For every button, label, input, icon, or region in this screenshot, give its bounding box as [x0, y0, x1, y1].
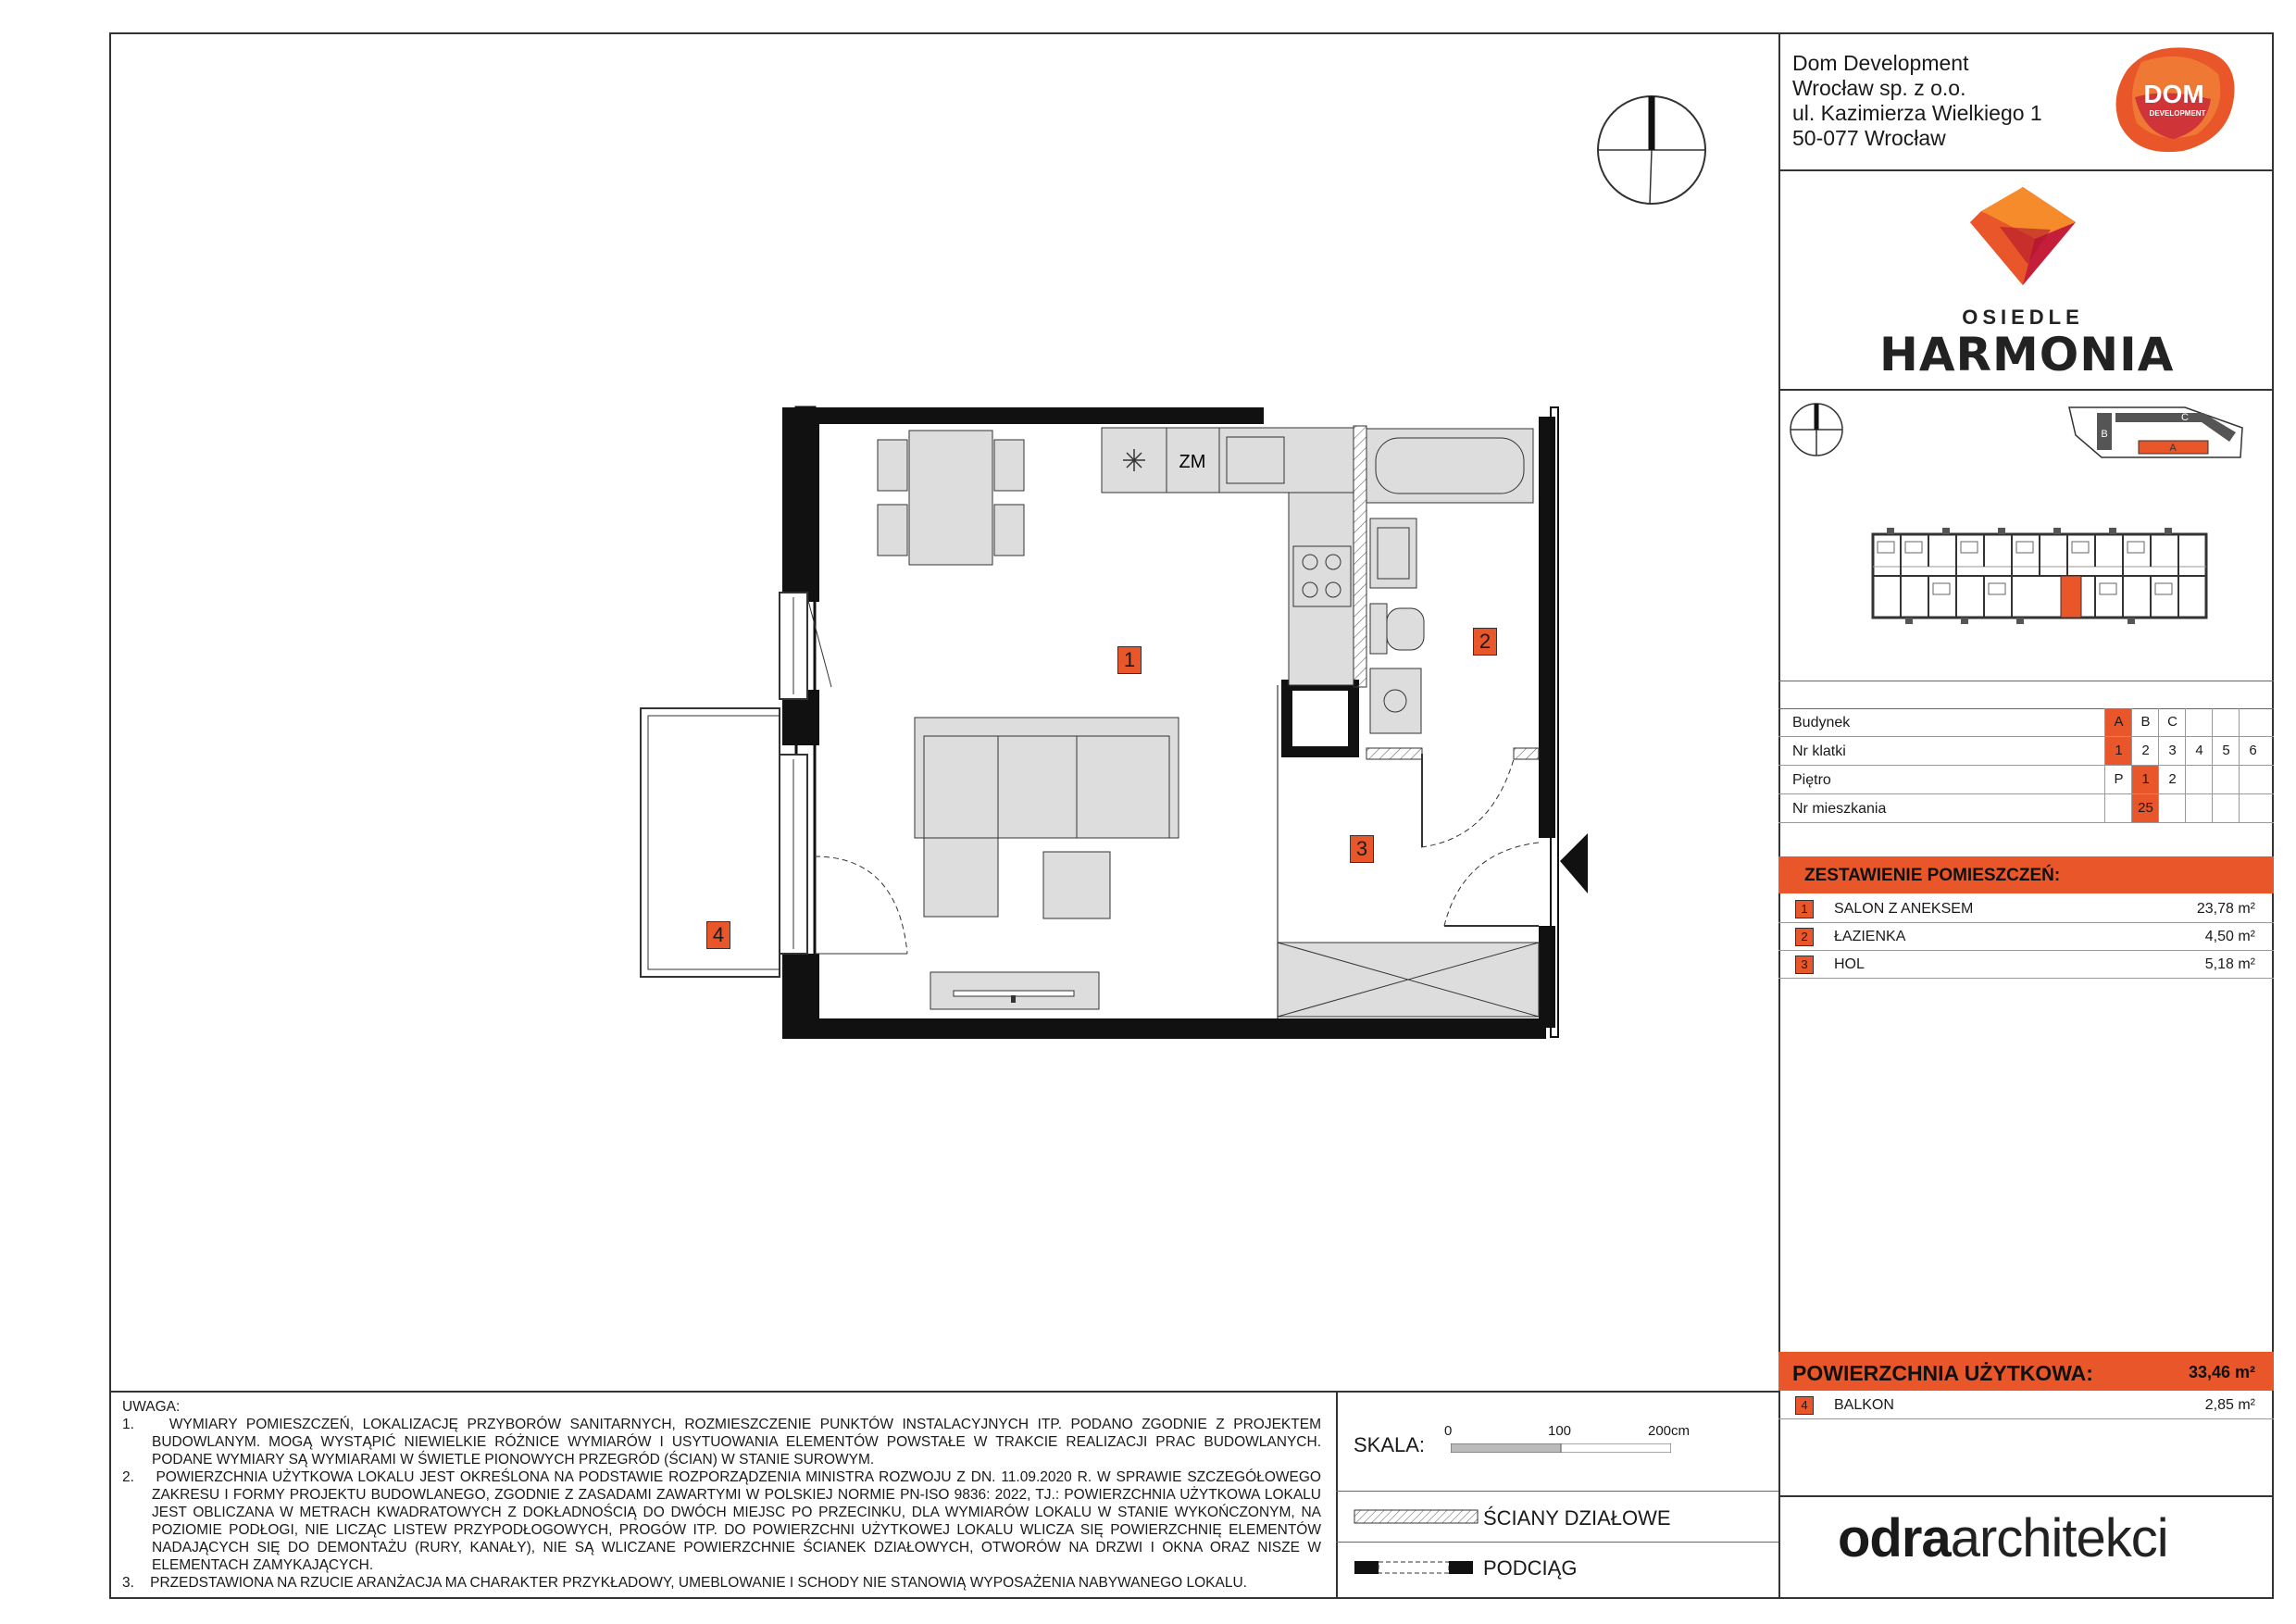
room-number: 1	[1795, 900, 1814, 918]
note-item: 1. WYMIARY POMIESZCZEŃ, LOKALIZACJĘ PRZYBORÓW SANITARNYCH, ROZMIESZCZENIE PUNKTÓW INSTALACYJNYCH ITP. PODANO ZGODNIE Z PROJEKTEM BUDOWLANYM. MOGĄ WYSTĄPIĆ NIEWIELKIE RÓŻNICE WYMIARÓW I USYTUOWANIA ELEMENTÓW POWSTAŁE W TRAKCIE REALIZACJI PRAC BUDOWLANYCH. PODANE WYMIARY SĄ WYMIARAMI W ŚWIETLE PIONOWYCH PRZEGRÓD (ŚCIAN) W STANIE SUROWYM.	[122, 1417, 1321, 1468]
room-name: SALON Z ANEKSEM	[1834, 901, 1974, 917]
empty-cell	[2239, 708, 2266, 736]
divider	[1336, 1391, 1338, 1599]
empty-cell	[2185, 794, 2213, 822]
empty-cell	[2185, 708, 2213, 736]
beam-label: PODCIĄG	[1483, 1556, 1578, 1580]
divider	[1778, 389, 2274, 391]
beam-swatch	[1354, 1560, 1474, 1575]
washing-machine-label: ZM	[1179, 452, 1206, 472]
logo-text: DOM	[2143, 80, 2204, 108]
divider	[1336, 1542, 1778, 1543]
building-cell-c: C	[2158, 708, 2186, 736]
row-label: Budynek	[1792, 715, 1851, 731]
notes-title: UWAGA:	[122, 1399, 181, 1415]
room-area: 23,78 m²	[2196, 901, 2255, 917]
empty-cell	[2185, 766, 2213, 793]
company-entity: Wrocław sp. z o.o.	[1792, 76, 1966, 100]
keyplan-label-c: C	[2181, 412, 2189, 423]
staircase-cell-5: 5	[2212, 737, 2240, 765]
row-staircase	[1778, 737, 2274, 766]
rooms-header	[1778, 856, 2274, 893]
room-area: 5,18 m²	[2204, 956, 2255, 972]
empty-cell	[2239, 766, 2266, 793]
divider	[1336, 1491, 1778, 1492]
architect-logo-light: architekci	[1950, 1508, 2168, 1568]
developer-logo	[2109, 42, 2239, 155]
room-area: 2,85 m²	[2204, 1397, 2255, 1413]
project-line1: OSIEDLE	[1962, 306, 2084, 329]
room-tag-1: 1	[1117, 646, 1142, 674]
empty-cell	[2212, 708, 2240, 736]
harmonia-logo-icon	[1963, 185, 2083, 287]
floor-cell-p: P	[2104, 766, 2132, 793]
scale-tick-100: 100	[1548, 1423, 1572, 1439]
staircase-cell-6: 6	[2239, 737, 2266, 765]
room-name: BALKON	[1834, 1397, 1894, 1413]
building-cell-a: A	[2104, 708, 2132, 736]
divider	[1778, 1495, 2274, 1497]
scale-tick-200: 200cm	[1648, 1423, 1691, 1439]
row-apartment	[1778, 794, 2274, 823]
divider	[109, 1391, 1778, 1393]
scale-bar	[1451, 1441, 1671, 1450]
room-row	[1778, 894, 2274, 923]
row-floor	[1778, 766, 2274, 794]
scale-label: SKALA:	[1354, 1433, 1426, 1456]
floor-key-plan	[1868, 523, 2211, 630]
room-tag-3: 3	[1350, 835, 1374, 863]
room-number: 4	[1795, 1396, 1814, 1415]
note-item: 2. POWIERZCHNIA UŻYTKOWA LOKALU JEST OKREŚLONA NA PODSTAWIE ROZPORZĄDZENIA MINISTRA ROZWOJU Z DN. 11.09.2020 R. W SPRAWIE SZCZEGÓŁOWEGO ZAKRESU I FORMY PROJEKTU BUDOWLANEGO, ZGODNIE Z ZASADAMI ZAWARTYMI W POLSKIEJ NORMIE PN-ISO 9836: 2022, TJ.: POWIERZCHNIA UŻYTKOWA LOKALU JEST OBLICZANA W METRACH KWADRATOWYCH Z DOKŁADNOŚCIĄ DO DWÓCH MIEJSC PO PRZECINKU, DLA WYMIARÓW LOKALU W STANIE WYKOŃCZONYM, NA POZIOMIE PODŁOGI, NIE LICZĄC LISTEW PRZYPODŁOGOWYCH, PROGÓW ITP. DO POWIERZCHNI UŻYTKOWEJ LOKALU WLICZA SIĘ POWIERZCHNIĘ ELEMENTÓW NADAJĄCYCH SIĘ DO DEMONTAŻU (RURY, KANAŁY), NIE SĄ WLICZANE POWIERZCHNIE ŚCIANEK DZIAŁOWYCH, OTWORÓW NA DRZWI I OKNA ORAZ NISZE W ELEMENTACH ZAMYKAJĄCYCH.	[122, 1469, 1321, 1573]
note-item: 3. PRZEDSTAWIONA NA RZUCIE ARANŻACJA MA CHARAKTER PRZYKŁADOWY, UMEBLOWANIE I SCHODY NIE STANOWIĄ WYPOSAŻENIA NABYWANEGO LOKALU.	[122, 1575, 1247, 1591]
logo-subtext: DEVELOPMENT	[2149, 109, 2206, 118]
empty-cell	[2104, 794, 2132, 822]
room-number: 3	[1795, 956, 1814, 974]
north-arrow-small-icon	[1787, 400, 1846, 459]
usable-area-label: POWIERZCHNIA UŻYTKOWA:	[1792, 1361, 2093, 1385]
balcony-row	[1778, 1391, 2274, 1419]
company-name: Dom Development	[1792, 51, 1969, 75]
room-area: 4,50 m²	[2204, 929, 2255, 944]
north-arrow-icon	[1594, 93, 1710, 208]
partition-walls-label: ŚCIANY DZIAŁOWE	[1483, 1506, 1671, 1530]
site-key-plan	[2065, 400, 2250, 465]
row-label: Nr klatki	[1792, 743, 1846, 759]
room-tag-4: 4	[706, 921, 730, 949]
partition-walls-swatch	[1354, 1509, 1479, 1524]
room-row	[1778, 950, 2274, 979]
staircase-cell-4: 4	[2185, 737, 2213, 765]
divider	[1778, 169, 2274, 171]
staircase-cell-1: 1	[2104, 737, 2132, 765]
staircase-cell-3: 3	[2158, 737, 2186, 765]
usable-area-bar	[1778, 1352, 2274, 1391]
keyplan-label-a: A	[2169, 443, 2177, 454]
building-cell-b: B	[2131, 708, 2159, 736]
staircase-cell-2: 2	[2131, 737, 2159, 765]
notes-block	[122, 1398, 1321, 1592]
empty-cell	[2239, 794, 2266, 822]
floor-plan	[630, 398, 1592, 1046]
usable-area-value: 33,46 m²	[2188, 1363, 2255, 1381]
rooms-header-label: ZESTAWIENIE POMIESZCZEŃ:	[1804, 866, 2061, 885]
row-label: Piętro	[1792, 772, 1831, 788]
room-tag-2: 2	[1473, 628, 1497, 656]
room-name: HOL	[1834, 956, 1865, 972]
empty-cell	[2212, 766, 2240, 793]
room-row	[1778, 922, 2274, 951]
architect-logo	[1838, 1507, 2168, 1569]
architect-logo-bold: odra	[1838, 1508, 1951, 1568]
empty-cell	[2158, 794, 2186, 822]
keyplan-label-b: B	[2101, 429, 2108, 440]
company-street: ul. Kazimierza Wielkiego 1	[1792, 101, 2042, 125]
row-building	[1778, 708, 2274, 737]
floor-cell-1: 1	[2131, 766, 2159, 793]
empty-cell	[2212, 794, 2240, 822]
apartment-number-cell: 25	[2131, 794, 2159, 822]
developer-address	[1792, 51, 2042, 151]
company-city: 50-077 Wrocław	[1792, 126, 1946, 150]
room-name: ŁAZIENKA	[1834, 929, 1906, 944]
room-number: 2	[1795, 928, 1814, 946]
row-label: Nr mieszkania	[1792, 801, 1887, 817]
project-line2: HARMONIA	[1879, 328, 2175, 381]
scale-tick-0: 0	[1444, 1423, 1453, 1439]
floor-cell-2: 2	[2158, 766, 2186, 793]
